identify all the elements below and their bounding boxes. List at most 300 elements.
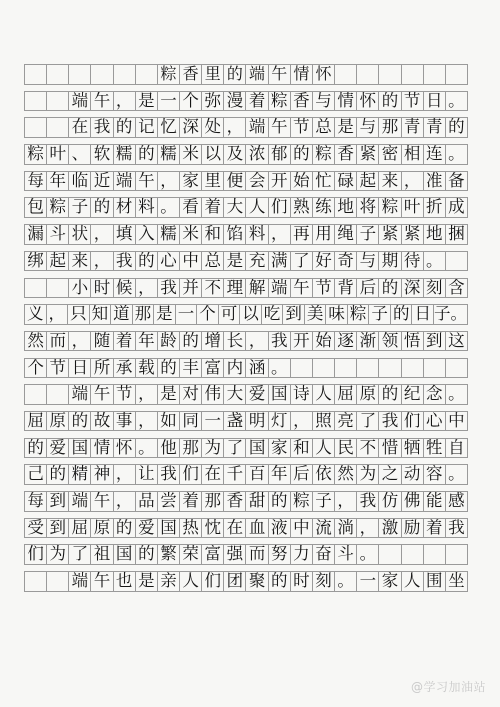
grid-cell: 我 bbox=[446, 519, 468, 538]
grid-cell bbox=[379, 359, 401, 378]
grid-cell: 。 bbox=[357, 545, 379, 564]
grid-cell: 励 bbox=[402, 519, 424, 538]
grid-cell: 激 bbox=[379, 519, 401, 538]
grid-cell: 而 bbox=[47, 332, 69, 351]
grid-cell: 的 bbox=[69, 412, 91, 431]
grid-cell: ， bbox=[114, 492, 136, 511]
grid-cell: 处 bbox=[202, 118, 224, 137]
grid-cell: ， bbox=[158, 172, 180, 191]
grid-cell: 怀 bbox=[313, 65, 335, 84]
grid-cell: 富 bbox=[202, 545, 224, 564]
grid-cell bbox=[47, 92, 69, 111]
grid-cell: 自 bbox=[446, 439, 468, 458]
grid-cell: 午 bbox=[269, 118, 291, 137]
grid-cell: 逐 bbox=[335, 332, 357, 351]
grid-cell: 的 bbox=[269, 492, 291, 511]
grid-cell: 也 bbox=[114, 572, 136, 591]
grid-cell: 了 bbox=[69, 545, 91, 564]
grid-cell: ， bbox=[69, 332, 91, 351]
grid-cell: 始 bbox=[291, 172, 313, 191]
grid-cell: 开 bbox=[291, 332, 313, 351]
grid-cell: 千 bbox=[224, 465, 246, 484]
grid-cell: 是 bbox=[136, 92, 158, 111]
grid-cell: 相 bbox=[402, 145, 424, 164]
grid-cell: 子 bbox=[313, 492, 335, 511]
grid-cell: 背 bbox=[335, 279, 357, 298]
grid-row bbox=[24, 251, 468, 272]
grid-cell: 只 bbox=[68, 305, 90, 324]
grid-cell: 在 bbox=[202, 465, 224, 484]
grid-cell: 午 bbox=[269, 65, 291, 84]
grid-cell: 来 bbox=[379, 172, 401, 191]
grid-cell bbox=[402, 65, 424, 84]
grid-cell: 节 bbox=[313, 279, 335, 298]
grid-cell: 节 bbox=[47, 359, 69, 378]
grid-cell: 牲 bbox=[424, 439, 446, 458]
grid-cell: 以 bbox=[240, 305, 262, 324]
grid-cell: 液 bbox=[269, 519, 291, 538]
grid-cell: 香 bbox=[291, 92, 313, 111]
grid-cell: 义 bbox=[25, 305, 47, 324]
grid-cell: 着 bbox=[246, 92, 268, 111]
grid-cell: 青 bbox=[424, 118, 446, 137]
grid-cell: 起 bbox=[357, 172, 379, 191]
grid-cell: 是 bbox=[335, 118, 357, 137]
grid-cell: 午 bbox=[91, 492, 113, 511]
grid-cell: 准 bbox=[424, 172, 446, 191]
grid-cell: 与 bbox=[357, 118, 379, 137]
grid-cell: 后 bbox=[357, 279, 379, 298]
grid-cell: 连 bbox=[424, 145, 446, 164]
grid-cell: ， bbox=[91, 252, 113, 271]
grid-cell bbox=[25, 65, 47, 84]
grid-cell: 热 bbox=[180, 519, 202, 538]
grid-cell: 心 bbox=[424, 412, 446, 431]
grid-cell: 奇 bbox=[335, 252, 357, 271]
grid-cell: 时 bbox=[91, 279, 113, 298]
composition-grid-paper bbox=[24, 64, 468, 598]
grid-cell: 紧 bbox=[379, 225, 401, 244]
grid-cell: 屈 bbox=[69, 519, 91, 538]
grid-cell: 牺 bbox=[402, 439, 424, 458]
grid-cell: 屈 bbox=[25, 412, 47, 431]
grid-cell: 及 bbox=[224, 145, 246, 164]
grid-cell: 漫 bbox=[224, 92, 246, 111]
grid-cell: 力 bbox=[291, 545, 313, 564]
grid-cell: 软 bbox=[91, 145, 113, 164]
grid-cell bbox=[136, 65, 158, 84]
grid-cell: 粽 bbox=[313, 145, 335, 164]
grid-cell: 这 bbox=[446, 332, 468, 351]
grid-cell: 和 bbox=[202, 225, 224, 244]
grid-cell: 料 bbox=[246, 225, 268, 244]
grid-cell: 们 bbox=[269, 198, 291, 217]
grid-cell: 盏 bbox=[224, 412, 246, 431]
grid-cell: 大 bbox=[224, 198, 246, 217]
grid-cell: 原 bbox=[91, 519, 113, 538]
watermark: @学习加油站 bbox=[410, 680, 486, 694]
grid-cell: 理 bbox=[224, 279, 246, 298]
grid-cell: 血 bbox=[246, 519, 268, 538]
grid-cell: 里 bbox=[202, 172, 224, 191]
grid-cell: 的 bbox=[180, 332, 202, 351]
grid-cell: ， bbox=[136, 385, 158, 404]
grid-cell: 到 bbox=[47, 492, 69, 511]
grid-row bbox=[24, 518, 468, 539]
grid-cell: 日 bbox=[412, 305, 434, 324]
grid-cell: 深 bbox=[180, 118, 202, 137]
grid-cell: 会 bbox=[246, 172, 268, 191]
grid-cell: 忙 bbox=[313, 172, 335, 191]
grid-cell bbox=[25, 572, 47, 591]
grid-cell: 怀 bbox=[357, 92, 379, 111]
grid-cell: 我 bbox=[269, 332, 291, 351]
grid-cell: 而 bbox=[246, 545, 268, 564]
grid-cell: 年 bbox=[269, 465, 291, 484]
grid-cell: 与 bbox=[357, 252, 379, 271]
grid-cell: 充 bbox=[246, 252, 268, 271]
grid-cell bbox=[424, 65, 446, 84]
grid-cell: 再 bbox=[291, 225, 313, 244]
grid-cell: 的 bbox=[379, 385, 401, 404]
grid-cell: 状 bbox=[69, 225, 91, 244]
grid-cell: 了 bbox=[224, 439, 246, 458]
grid-cell: ， bbox=[136, 412, 158, 431]
grid-cell: 我 bbox=[357, 492, 379, 511]
grid-cell: 期 bbox=[379, 252, 401, 271]
grid-cell: 并 bbox=[180, 279, 202, 298]
grid-cell: 国 bbox=[269, 385, 291, 404]
grid-cell: 然 bbox=[335, 465, 357, 484]
grid-cell: 道 bbox=[111, 305, 133, 324]
grid-cell: 人 bbox=[180, 572, 202, 591]
grid-cell: 刻 bbox=[313, 572, 335, 591]
grid-cell: 料 bbox=[136, 198, 158, 217]
grid-row bbox=[24, 91, 468, 112]
grid-cell: 香 bbox=[335, 145, 357, 164]
grid-cell: 年 bbox=[136, 332, 158, 351]
grid-row bbox=[24, 117, 468, 138]
grid-cell: 领 bbox=[379, 332, 401, 351]
grid-cell: 叶 bbox=[402, 198, 424, 217]
grid-cell: 爱 bbox=[246, 385, 268, 404]
grid-cell: 中 bbox=[180, 252, 202, 271]
grid-cell: 家 bbox=[379, 572, 401, 591]
grid-cell: 绳 bbox=[335, 225, 357, 244]
grid-cell: 的 bbox=[379, 279, 401, 298]
grid-cell: 看 bbox=[180, 198, 202, 217]
grid-cell: 子 bbox=[357, 225, 379, 244]
grid-cell: 甜 bbox=[246, 492, 268, 511]
grid-cell: 对 bbox=[180, 385, 202, 404]
grid-cell: 待 bbox=[402, 252, 424, 271]
grid-cell: ， bbox=[291, 412, 313, 431]
grid-cell: 弥 bbox=[202, 92, 224, 111]
grid-cell: 含 bbox=[446, 279, 468, 298]
grid-cell: 开 bbox=[269, 172, 291, 191]
grid-cell: 国 bbox=[114, 545, 136, 564]
grid-cell: 。 bbox=[446, 92, 468, 111]
grid-cell: 情 bbox=[335, 92, 357, 111]
grid-row bbox=[24, 278, 468, 299]
grid-cell: 容 bbox=[424, 465, 446, 484]
grid-cell: 米 bbox=[180, 145, 202, 164]
grid-cell: 怀 bbox=[114, 439, 136, 458]
grid-cell: 们 bbox=[402, 412, 424, 431]
grid-cell: 明 bbox=[246, 412, 268, 431]
grid-cell: ， bbox=[335, 492, 357, 511]
grid-row bbox=[24, 358, 468, 379]
grid-row bbox=[24, 171, 468, 192]
grid-cell: 尝 bbox=[158, 492, 180, 511]
grid-cell: 。 bbox=[424, 252, 446, 271]
grid-row bbox=[24, 304, 468, 325]
grid-cell: 不 bbox=[202, 279, 224, 298]
grid-cell: 让 bbox=[136, 465, 158, 484]
grid-cell: 端 bbox=[69, 385, 91, 404]
grid-cell: 努 bbox=[269, 545, 291, 564]
grid-cell: 刻 bbox=[424, 279, 446, 298]
grid-cell: 子 bbox=[369, 305, 391, 324]
grid-cell: 心 bbox=[158, 252, 180, 271]
grid-cell: 国 bbox=[246, 439, 268, 458]
grid-row bbox=[24, 571, 468, 592]
grid-cell: 便 bbox=[224, 172, 246, 191]
grid-cell: 忆 bbox=[158, 118, 180, 137]
grid-cell: 随 bbox=[91, 332, 113, 351]
grid-cell: 捆 bbox=[446, 225, 468, 244]
grid-cell bbox=[335, 359, 357, 378]
grid-cell bbox=[114, 65, 136, 84]
grid-cell: 是 bbox=[136, 572, 158, 591]
grid-cell bbox=[446, 65, 468, 84]
grid-cell: 知 bbox=[90, 305, 112, 324]
grid-cell: 为 bbox=[202, 439, 224, 458]
grid-cell: 节 bbox=[291, 118, 313, 137]
grid-cell: 时 bbox=[291, 572, 313, 591]
grid-cell: ， bbox=[402, 172, 424, 191]
grid-cell: ， bbox=[224, 118, 246, 137]
grid-cell: 子。 bbox=[433, 304, 467, 324]
grid-cell: 的 bbox=[47, 465, 69, 484]
grid-cell: 的 bbox=[136, 145, 158, 164]
grid-cell: 那 bbox=[133, 305, 155, 324]
grid-cell: 与 bbox=[313, 92, 335, 111]
grid-cell: 是 bbox=[158, 385, 180, 404]
grid-cell bbox=[424, 545, 446, 564]
grid-cell: 惜 bbox=[379, 439, 401, 458]
grid-cell: 糯 bbox=[158, 145, 180, 164]
grid-cell: 紧 bbox=[402, 225, 424, 244]
grid-cell: 感 bbox=[446, 492, 468, 511]
grid-cell: 日 bbox=[69, 359, 91, 378]
grid-cell: 屈 bbox=[335, 385, 357, 404]
grid-cell: 解 bbox=[246, 279, 268, 298]
grid-cell: 百 bbox=[246, 465, 268, 484]
grid-cell: 忱 bbox=[202, 519, 224, 538]
grid-cell: 我 bbox=[114, 252, 136, 271]
grid-cell: 神 bbox=[91, 465, 113, 484]
grid-cell: 每 bbox=[25, 492, 47, 511]
grid-cell bbox=[25, 118, 47, 137]
grid-cell: 故 bbox=[91, 412, 113, 431]
grid-cell: 个 bbox=[180, 92, 202, 111]
grid-cell: 淌 bbox=[335, 519, 357, 538]
grid-cell: ， bbox=[91, 225, 113, 244]
grid-cell: 每 bbox=[25, 172, 47, 191]
grid-cell: 馅 bbox=[224, 225, 246, 244]
grid-cell: 的 bbox=[269, 572, 291, 591]
grid-cell: 总 bbox=[202, 252, 224, 271]
grid-cell: 深 bbox=[402, 279, 424, 298]
grid-cell: 们 bbox=[202, 572, 224, 591]
grid-cell: 承 bbox=[114, 359, 136, 378]
grid-cell: 紧 bbox=[357, 145, 379, 164]
grid-cell: 我 bbox=[91, 118, 113, 137]
grid-cell: 伟 bbox=[202, 385, 224, 404]
grid-cell: 漏 bbox=[25, 225, 47, 244]
grid-cell: 依 bbox=[313, 465, 335, 484]
grid-cell: 年 bbox=[47, 172, 69, 191]
grid-cell: 香 bbox=[180, 65, 202, 84]
grid-cell: 糯 bbox=[114, 145, 136, 164]
grid-cell: 地 bbox=[424, 225, 446, 244]
grid-cell bbox=[379, 65, 401, 84]
grid-cell: 的 bbox=[224, 65, 246, 84]
grid-cell bbox=[25, 385, 47, 404]
grid-cell: 着 bbox=[180, 492, 202, 511]
grid-cell: 粽 bbox=[25, 145, 47, 164]
grid-cell: 是 bbox=[154, 305, 176, 324]
grid-cell: 成 bbox=[446, 198, 468, 217]
grid-cell bbox=[357, 65, 379, 84]
grid-cell: 家 bbox=[180, 172, 202, 191]
grid-cell: ， bbox=[47, 305, 69, 324]
grid-cell: 端 bbox=[269, 279, 291, 298]
grid-cell: 增 bbox=[202, 332, 224, 351]
grid-cell: 记 bbox=[136, 118, 158, 137]
grid-cell: 糯 bbox=[158, 225, 180, 244]
grid-cell: 精 bbox=[69, 465, 91, 484]
grid-cell: 涵 bbox=[246, 359, 268, 378]
grid-cell: 用 bbox=[313, 225, 335, 244]
grid-cell: 味 bbox=[326, 305, 348, 324]
grid-cell: 和 bbox=[291, 439, 313, 458]
grid-row bbox=[24, 197, 468, 218]
grid-cell: 是 bbox=[224, 252, 246, 271]
grid-row bbox=[24, 144, 468, 165]
grid-cell: 所 bbox=[91, 359, 113, 378]
grid-cell: 午 bbox=[291, 279, 313, 298]
grid-cell: 将 bbox=[357, 198, 379, 217]
grid-cell: 丰 bbox=[180, 359, 202, 378]
grid-cell: 灯 bbox=[269, 412, 291, 431]
grid-cell: 人 bbox=[313, 439, 335, 458]
grid-row bbox=[24, 331, 468, 352]
grid-cell: 大 bbox=[224, 385, 246, 404]
title-row bbox=[24, 64, 468, 85]
grid-cell: 地 bbox=[335, 198, 357, 217]
grid-cell bbox=[313, 359, 335, 378]
grid-cell bbox=[25, 92, 47, 111]
grid-cell: 满 bbox=[269, 252, 291, 271]
grid-cell: 备 bbox=[446, 172, 468, 191]
grid-cell: 了 bbox=[291, 252, 313, 271]
grid-cell: 的 bbox=[379, 92, 401, 111]
grid-cell: 爱 bbox=[47, 439, 69, 458]
grid-cell: 我 bbox=[379, 412, 401, 431]
grid-row bbox=[24, 224, 468, 245]
grid-cell: 动 bbox=[402, 465, 424, 484]
grid-cell: 亮 bbox=[335, 412, 357, 431]
grid-cell: 近 bbox=[91, 172, 113, 191]
grid-cell: 的 bbox=[25, 439, 47, 458]
grid-cell: 流 bbox=[313, 519, 335, 538]
grid-cell: 品 bbox=[136, 492, 158, 511]
grid-cell: 后 bbox=[291, 465, 313, 484]
grid-cell bbox=[69, 65, 91, 84]
grid-cell: 诗 bbox=[291, 385, 313, 404]
grid-cell: 我 bbox=[158, 279, 180, 298]
grid-cell: ， bbox=[357, 519, 379, 538]
grid-cell: 粽 bbox=[269, 92, 291, 111]
grid-cell: 着 bbox=[114, 332, 136, 351]
grid-cell: 碌 bbox=[335, 172, 357, 191]
grid-cell bbox=[291, 359, 313, 378]
grid-cell: 的 bbox=[114, 118, 136, 137]
grid-cell: 照 bbox=[313, 412, 335, 431]
grid-cell: 民 bbox=[335, 439, 357, 458]
grid-cell bbox=[357, 359, 379, 378]
grid-cell: 粽 bbox=[291, 492, 313, 511]
grid-cell: 练 bbox=[313, 198, 335, 217]
grid-cell: 端 bbox=[69, 92, 91, 111]
grid-cell: 念 bbox=[424, 385, 446, 404]
grid-cell: 龄 bbox=[158, 332, 180, 351]
grid-cell: 为 bbox=[47, 545, 69, 564]
grid-cell bbox=[446, 545, 468, 564]
grid-cell: 到 bbox=[47, 519, 69, 538]
grid-cell: 端 bbox=[246, 65, 268, 84]
grid-cell: 的 bbox=[114, 519, 136, 538]
grid-cell: 米 bbox=[180, 225, 202, 244]
grid-cell: 原 bbox=[357, 385, 379, 404]
grid-cell: 。 bbox=[446, 465, 468, 484]
grid-cell bbox=[379, 545, 401, 564]
grid-cell: 长 bbox=[224, 332, 246, 351]
grid-cell: 的 bbox=[391, 305, 413, 324]
grid-cell: 郁 bbox=[269, 145, 291, 164]
grid-cell: 着 bbox=[424, 519, 446, 538]
grid-cell bbox=[446, 252, 468, 271]
grid-cell: 香 bbox=[224, 492, 246, 511]
grid-cell: 子 bbox=[69, 198, 91, 217]
grid-cell: 午 bbox=[136, 172, 158, 191]
grid-cell: 纪 bbox=[402, 385, 424, 404]
grid-cell: 能 bbox=[424, 492, 446, 511]
grid-cell: 端 bbox=[69, 572, 91, 591]
grid-cell: 为 bbox=[357, 465, 379, 484]
grid-cell: 、 bbox=[69, 145, 91, 164]
grid-cell: 折 bbox=[424, 198, 446, 217]
grid-cell: 富 bbox=[202, 359, 224, 378]
grid-cell: 。 bbox=[158, 198, 180, 217]
grid-cell: 悟 bbox=[402, 332, 424, 351]
grid-cell: 中 bbox=[291, 519, 313, 538]
grid-cell: 荣 bbox=[180, 545, 202, 564]
grid-cell: 亲 bbox=[158, 572, 180, 591]
grid-cell: 的 bbox=[136, 545, 158, 564]
